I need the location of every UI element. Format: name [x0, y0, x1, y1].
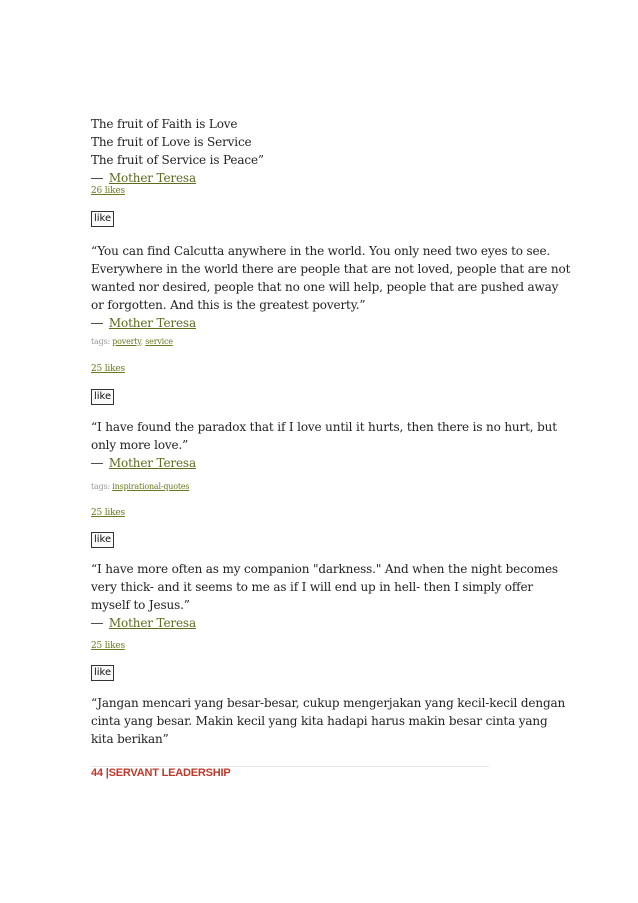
quote-text-line: “Jangan mencari yang besar-besar, cukup mengerjakan yang kecil-kecil dengan — [91, 696, 566, 710]
like-button[interactable]: like — [91, 532, 114, 548]
tag-link[interactable]: inspirational-quotes — [112, 482, 190, 491]
quote-text-line: myself to Jesus.” — [91, 598, 190, 612]
tag-link[interactable]: poverty — [112, 337, 141, 346]
author-dash: ― — [91, 316, 103, 330]
like-button[interactable]: like — [91, 211, 114, 227]
author-link[interactable]: Mother Teresa — [108, 171, 196, 185]
quote-author — [91, 454, 196, 472]
page-footer: 44 |SERVANT LEADERSHIP — [91, 767, 231, 779]
tags-label: tags: — [91, 482, 110, 491]
quote-text-line: kita berikan” — [91, 732, 169, 746]
quote-text-line: cinta yang besar. Makin kecil yang kita hadapi harus makin besar cinta yang — [91, 714, 548, 728]
quote-text-line: “I have found the paradox that if I love until it hurts, then there is no hurt, but — [91, 420, 557, 434]
like-button[interactable]: like — [91, 665, 114, 681]
quote-author — [91, 314, 196, 332]
author-link[interactable]: Mother Teresa — [108, 316, 196, 330]
author-link[interactable]: Mother Teresa — [108, 456, 196, 470]
quote-text-line: very thick- and it seems to me as if I will end up in hell- then I simply offer — [91, 580, 533, 594]
author-dash: ― — [91, 616, 103, 630]
quote-text-line: “You can find Calcutta anywhere in the world. You only need two eyes to see. — [91, 244, 551, 258]
quote-text-line: “I have more often as my companion "darkness." And when the night becomes — [91, 562, 558, 576]
quote-text-line: Everywhere in the world there are people that are not loved, people that are not — [91, 262, 571, 276]
likes-count-link[interactable]: 25 likes — [91, 364, 125, 374]
likes-count-link[interactable]: 25 likes — [91, 641, 125, 651]
quote-tags: tags: poverty, service — [91, 337, 173, 346]
quote-text-line: The fruit of Service is Peace” — [91, 153, 264, 167]
author-dash: ― — [91, 171, 103, 185]
quote-text-line: The fruit of Love is Service — [91, 135, 252, 149]
like-button[interactable]: like — [91, 389, 114, 405]
author-dash: ― — [91, 456, 103, 470]
likes-count-link[interactable]: 25 likes — [91, 508, 125, 518]
author-link[interactable]: Mother Teresa — [108, 616, 196, 630]
quote-text-line: or forgotten. And this is the greatest poverty.” — [91, 298, 366, 312]
tags-label: tags: — [91, 337, 110, 346]
quote-author — [91, 169, 196, 187]
quote-tags — [91, 482, 189, 491]
quote-author — [91, 614, 196, 632]
quote-text-line: The fruit of Faith is Love — [91, 117, 238, 131]
likes-count-link[interactable]: 26 likes — [91, 186, 125, 196]
quote-text-line: only more love.” — [91, 438, 189, 452]
tag-link[interactable]: service — [145, 337, 173, 346]
quote-text-line: wanted nor desired, people that no one will help, people that are pushed away — [91, 280, 559, 294]
